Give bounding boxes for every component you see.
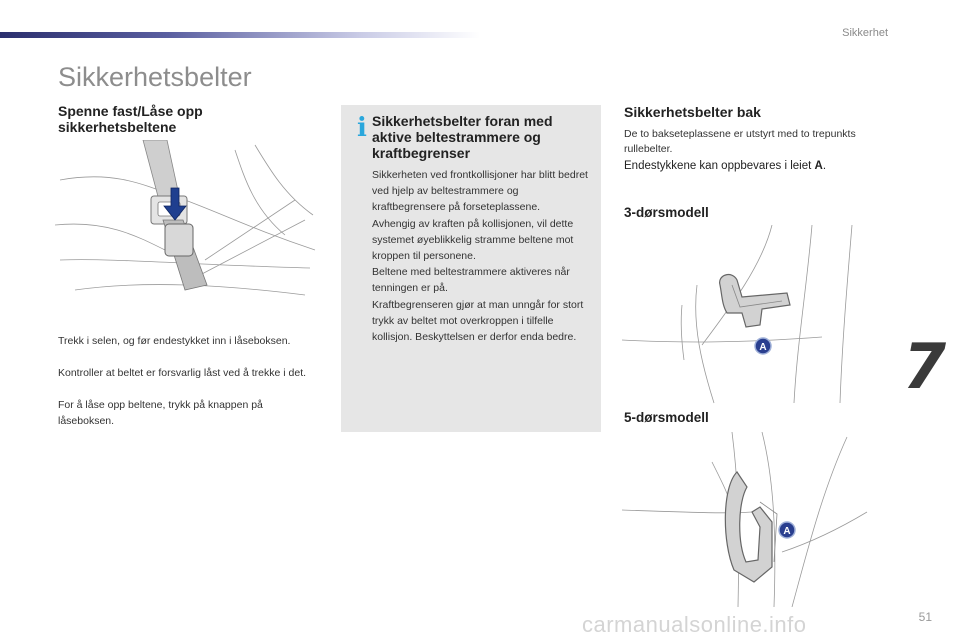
chapter-number: 7 — [903, 330, 947, 403]
rear-belts-text: De to bakseteplassene er utstyrt med to trepunkts rullebelter. — [624, 128, 856, 155]
model-5door-heading: 5-dørsmodell — [624, 410, 709, 425]
model-3door-heading: 3-dørsmodell — [624, 205, 709, 220]
buckle-text-3: For å låse opp beltene, trykk på knappen på låseboksen. — [58, 399, 263, 427]
buckle-text-1: Trekk i selen, og før endestykket inn i låseboksen. — [58, 335, 291, 347]
buckle-text-2: Kontroller at beltet er forsvarlig låst ved å trekke i det. — [58, 367, 307, 379]
info-icon: i — [357, 113, 367, 143]
watermark: carmanualsonline.info — [582, 612, 807, 637]
label-a-text: A — [759, 342, 767, 353]
info-paragraph: Kraftbegrenseren gjør at man unngår for stort trykk av beltet mot overkroppen i tilfelle kollisjon. Beskyttelsen er derfor enda bedre. — [372, 298, 584, 344]
rear-belts-heading: Sikkerhetsbelter bak — [624, 104, 761, 120]
header-gradient-bar — [0, 32, 480, 38]
section-name: Sikkerhet — [842, 27, 888, 39]
info-text — [372, 167, 594, 345]
info-paragraph: Beltene med beltestrammere aktiveres når tenningen er på. — [372, 266, 570, 295]
info-paragraph: Sikkerheten ved frontkollisjoner har blitt bedret ved hjelp av beltestrammere og kraftbegrensere på forseteplassene. — [372, 169, 588, 214]
info-heading: Sikkerhetsbelter foran med aktive beltestrammere og kraftbegrenser — [372, 113, 553, 161]
rear-belt-5door-illustration — [622, 432, 872, 607]
page-number: 51 — [918, 610, 932, 624]
page-title: Sikkerhetsbelter — [58, 62, 252, 92]
rear-belt-3door-illustration — [622, 225, 872, 405]
buckle-illustration — [55, 140, 320, 300]
info-paragraph: Avhengig av kraften på kollisjonen, vil dette systemet øyeblikkelig stramme beltene mot kroppen til personene. — [372, 217, 574, 263]
rear-belts-storage-text: Endestykkene kan oppbevares i leiet A. — [624, 160, 827, 172]
info-box — [341, 105, 601, 432]
buckle-heading: Spenne fast/Låse opp sikkerhetsbeltene — [58, 103, 203, 135]
label-a-ref: A — [814, 160, 823, 172]
label-a-text: A — [783, 526, 791, 537]
